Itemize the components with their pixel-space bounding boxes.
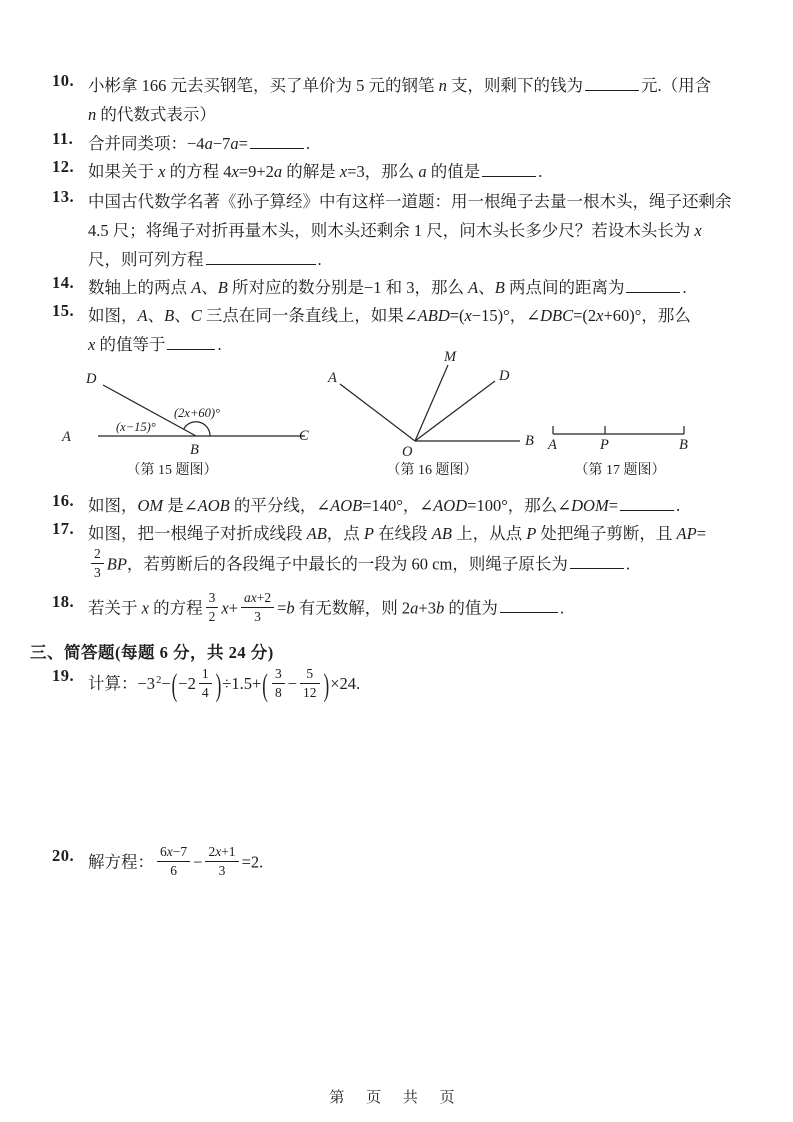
text-run: . [305,134,311,153]
text-run: 如图，A、B、C 三点在同一条直线上，如果∠ABD=(x−15)°，∠DBC=(2x+60)°，那么 [88,306,691,325]
big-paren: ) [323,667,330,703]
question-17 [52,519,757,583]
question-number: 16. [52,491,75,510]
text-run: 如图，把一根绳子对折成线段 AB，点 P 在线段 AB 上，从点 P 处把绳子剪断，且 AP= [88,524,707,543]
question-number: 20. [52,846,75,865]
text-run: − [193,852,203,872]
question-number: 19. [52,666,75,685]
fraction [300,666,320,701]
figure-16-geometry [340,365,520,441]
text-run: . [676,496,681,515]
superscript: 2 [156,675,162,686]
big-paren: ( [262,667,268,703]
text-run: 中国古代数学名著《孙子算经》中有这样一道题：用一根绳子去量一根木头，绳子还剩余 [88,192,732,211]
fraction [91,546,104,581]
question-line [88,157,757,186]
question-line [88,245,757,274]
text-run: . [538,162,543,181]
question-number: 11. [52,129,74,148]
question-13 [52,187,757,274]
question-10 [52,71,757,129]
fraction [241,590,274,625]
question-line [88,301,757,330]
text-run: −2 [178,674,196,693]
fraction-numerator: 5 [300,666,320,684]
question-line [88,519,757,548]
text-run: 小彬拿 166 元去买钢笔，买了单价为 5 元的钢笔 n 支，则剩下的钱为 [88,76,583,95]
fig15-label-B: B [190,442,199,458]
fig17-label-P: P [600,437,609,453]
fraction-numerator: 2 [91,546,104,564]
big-paren: ) [215,667,222,703]
question-line [88,129,757,158]
question-line [88,592,757,627]
text-run: ，则绳子原长为 [452,554,568,574]
question-line [88,491,757,520]
question-number: 15. [52,301,75,320]
question-body [88,71,757,129]
question-body [88,491,757,520]
question-line [88,548,757,583]
fraction-numerator: 3 [206,590,219,608]
fraction-denominator: 3 [218,863,226,879]
fig15-angle-abd-label: (x−15)° [116,420,156,434]
question-number: 17. [52,519,75,538]
question-body [88,273,757,302]
text-run: . [682,278,687,297]
fraction-denominator: 4 [201,684,209,700]
text-run: . [317,250,322,269]
text-run-roman: 60 cm [411,554,453,574]
question-12 [52,157,757,186]
fig16-label-B: B [525,433,534,449]
fig16-label-D: D [499,368,510,384]
fig16-label-M: M [444,349,457,365]
question-11 [52,129,757,158]
answer-blank [585,74,639,92]
question-number: 12. [52,157,75,176]
fig16-label-O: O [402,444,413,460]
text-run: 如果关于 x 的方程 4x=9+2a 的解是 x=3，那么 a 的值是 [88,162,481,181]
figures-row [52,348,762,488]
question-16 [52,491,757,520]
answer-blank [500,596,558,614]
text-run: n 的代数式表示） [88,105,216,124]
fraction-numerator: 2x+1 [205,844,238,862]
fraction-denominator: 8 [274,684,282,700]
fraction-denominator: 3 [94,565,101,581]
text-run: =2. [241,852,264,872]
question-body [88,157,757,186]
text-run: . [625,554,630,574]
question-number: 14. [52,273,75,292]
fraction-denominator: 6 [170,863,177,879]
fraction-denominator: 2 [208,609,216,625]
question-18 [52,592,757,627]
question-line [88,846,757,881]
answer-blank [620,494,674,512]
question-body [88,129,757,158]
fraction-numerator: ax+2 [241,590,274,608]
figures-svg [52,348,762,488]
fraction-denominator: 12 [303,684,317,700]
figure-17-geometry [553,426,684,434]
question-14 [52,273,757,302]
fraction [206,590,219,625]
answer-blank [626,276,680,294]
text-run: 如图，OM 是∠AOB 的平分线，∠AOB=140°，∠AOD=100°，那么∠DOM= [88,496,619,515]
question-number: 10. [52,71,75,90]
question-body [88,846,757,881]
fig17-label-A: A [548,437,557,453]
text-run: =b 有无数解，则 2a+3b 的值为 [277,598,498,618]
text-run: 尺，则可列方程 [88,250,204,269]
question-line [88,666,757,703]
text-run: 若关于 x 的方程 [88,598,203,618]
answer-blank [206,248,316,266]
question-body [88,666,757,703]
question-number: 13. [52,187,75,206]
text-run: 计算：−3 [88,674,156,693]
text-run: x+ [221,598,238,618]
question-line [88,273,757,302]
text-run: 合并同类项：−4a−7a= [88,134,248,153]
question-line [88,100,757,129]
fraction-numerator: 3 [272,666,285,684]
fraction [205,844,238,879]
text-run: 解方程： [88,852,154,872]
answer-blank [250,132,304,150]
text-run: . [559,598,564,618]
big-paren: ( [171,667,178,703]
fraction-denominator: 3 [254,609,261,625]
fig15-caption: （第 15 题图） [126,463,218,478]
text-run: 元.（用含 [641,76,712,95]
question-line [88,187,757,216]
text-run: ×24. [330,674,361,693]
fraction-numerator: 1 [199,666,212,684]
question-number: 18. [52,592,75,611]
text-run: 数轴上的两点 A、B 所对应的数分别是−1 和 3，那么 A、B 两点间的距离为 [88,278,625,297]
fig16-caption: （第 16 题图） [386,463,478,478]
question-body [88,519,757,583]
fig15-angle-dbc-label: (2x+60)° [174,406,221,420]
text-run: x 的值等于 [88,335,166,354]
fig17-label-B: B [679,437,688,453]
fig15-label-C: C [299,428,309,444]
question-line [88,71,757,100]
text-run: . [217,335,222,354]
text-run: BP，若剪断后的各段绳子中最长的一段为 [106,554,412,574]
fraction [157,844,190,879]
fraction [199,666,212,701]
section-3-header: 三、简答题(每题 6 分，共 24 分) [30,643,274,662]
text-run: 4.5 尺；将绳子对折再量木头，则木头还剩余 1 尺，问木头长多少尺？若设木头长为 x [88,221,702,240]
question-line [88,216,757,245]
fraction-numerator: 6x−7 [157,844,190,862]
fig16-label-A: A [328,370,337,386]
text-run: − [287,674,298,693]
question-20 [52,846,757,881]
page-footer: 第 页 共 页 [329,1090,464,1106]
fig15-label-D: D [86,371,97,387]
text-run: ÷1.5+ [222,674,262,693]
fraction [272,666,285,701]
text-run: − [161,674,171,693]
answer-blank [482,160,536,178]
fig17-caption: （第 17 题图） [574,463,666,478]
answer-blank [570,552,624,570]
question-body [88,187,757,274]
question-body [88,592,757,627]
question-19 [52,666,757,703]
fig15-label-A: A [62,429,71,445]
